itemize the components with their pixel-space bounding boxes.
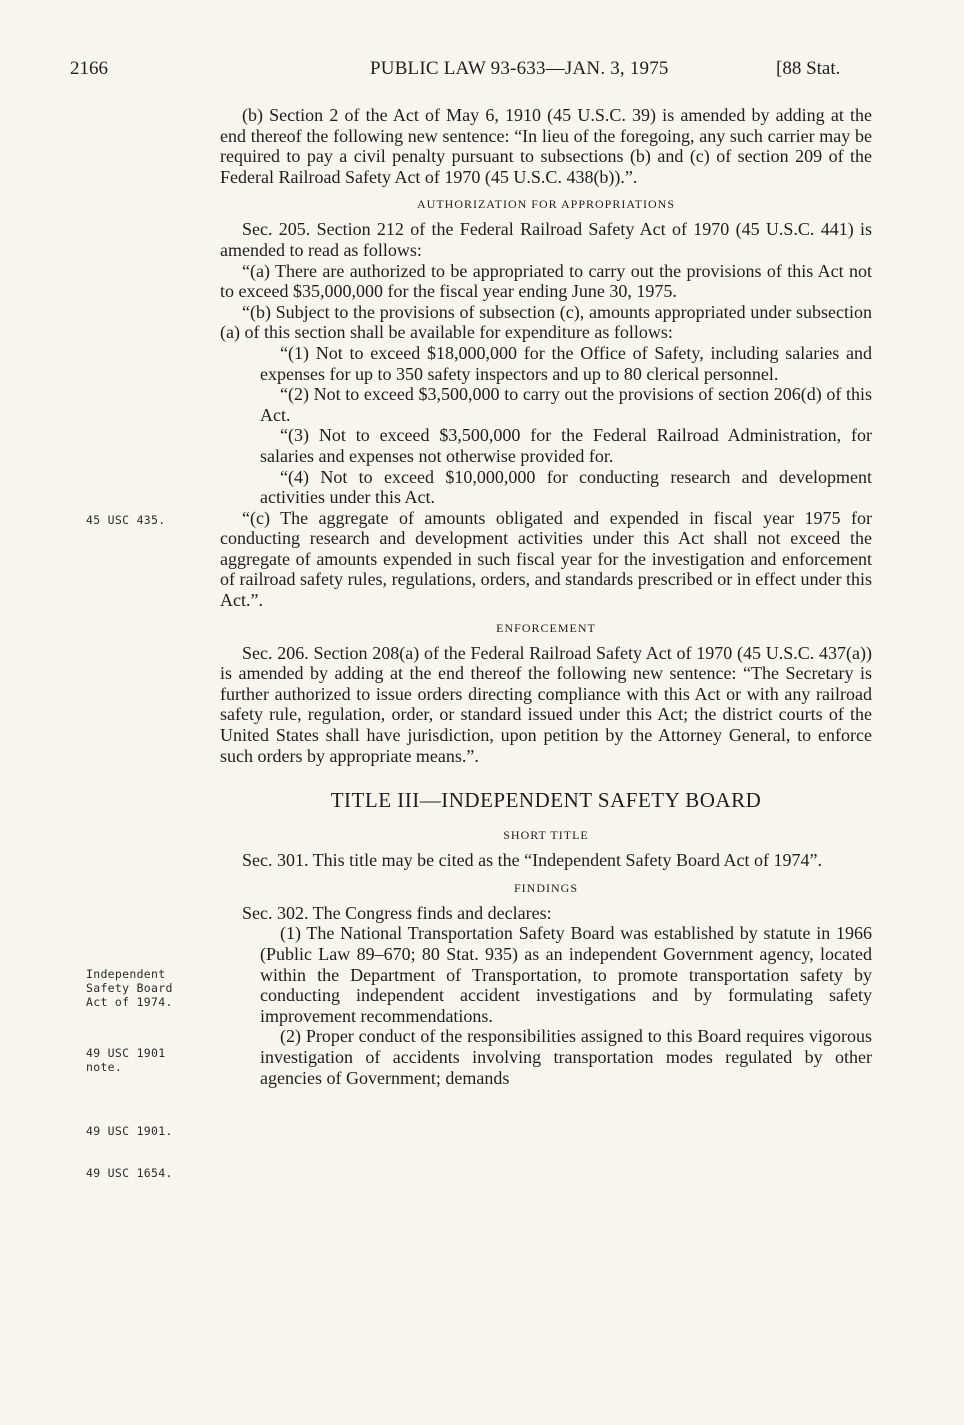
paragraph-sec-302: Sec. 302. The Congress finds and declares: xyxy=(242,902,552,923)
paragraph-sec-205-a: “(a) There are authorized to be appropriated to carry out the provisions of this Act not to exceed $35,000,000 for the fiscal year ending June 30, 1975. xyxy=(220,260,872,302)
paragraph-sec-205-b-2: “(2) Not to exceed $3,500,000 to carry out the provisions of section 206(d) of this Act. xyxy=(260,384,872,425)
page-header xyxy=(70,58,870,88)
running-title: PUBLIC LAW 93-633—JAN. 3, 1975 xyxy=(370,58,669,79)
paragraph-sec-205-b: “(b) Subject to the provisions of subsection (c), amounts appropriated under subsection (a) of this section shall be available for expenditure as follows: xyxy=(220,301,872,343)
paragraph-sec-302-1: (1) The National Transportation Safety Board was established by statute in 1966 (Public Law 89–670; 80 Stat. 935) as an independent Government agency, located within the Department of Transportation, to promote transportation safety by conducting independent accident investigations and by formulating safety improvement recommendations. xyxy=(260,923,872,1026)
margin-note-independent-safety-board-act: Independent Safety Board Act of 1974. xyxy=(86,967,173,1009)
heading-authorization-for-appropriations: AUTHORIZATION FOR APPROPRIATIONS xyxy=(416,197,676,212)
document-body xyxy=(220,105,872,1088)
paragraph-sec-205-c: “(c) The aggregate of amounts obligated and expended in fiscal year 1975 for conducting research and development activities under this Act shall not exceed the aggregate of amounts expended in such fiscal year for the investigation and enforcement of railroad safety rules, regulations, orders, and standards prescribed or in effect under this Act.”. xyxy=(220,507,872,611)
paragraph-sec-206: Sec. 206. Section 208(a) of the Federal Railroad Safety Act of 1970 (45 U.S.C. 437(a)) is amended by adding at the end thereof the following new sentence: “The Secretary is further authorized to issue orders directing compliance with this Act or with any railroad safety rule, regulation, order, or standard issued under this Act; the district courts of the United States shall have jurisdiction, upon petition by the Attorney General, to enforce such orders by appropriate means.”. xyxy=(220,642,872,766)
margin-note-45-usc-435: 45 USC 435. xyxy=(86,513,166,527)
paragraph-sec-205-b-1: “(1) Not to exceed $18,000,000 for the Office of Safety, including salaries and expenses for up to 350 safety inspectors and up to 80 clerical personnel. xyxy=(260,342,872,384)
paragraph-sec-205: Sec. 205. Section 212 of the Federal Railroad Safety Act of 1970 (45 U.S.C. 441) is amended to read as follows: xyxy=(220,219,872,260)
paragraph-sec-205-b-3: “(3) Not to exceed $3,500,000 for the Federal Railroad Administration, for salaries and expenses not otherwise provided for. xyxy=(260,425,872,466)
heading-enforcement: ENFORCEMENT xyxy=(496,620,596,635)
paragraph-sec-205-b-4: “(4) Not to exceed $10,000,000 for conducting research and development activities under this Act. xyxy=(260,466,872,508)
title-iii-heading: TITLE III—INDEPENDENT SAFETY BOARD xyxy=(330,788,762,813)
heading-short-title: SHORT TITLE xyxy=(503,828,589,843)
margin-note-49-usc-1901: 49 USC 1901. xyxy=(86,1124,173,1138)
statute-reference: [88 Stat. xyxy=(776,58,841,79)
paragraph-sec-204-b: (b) Section 2 of the Act of May 6, 1910 (45 U.S.C. 39) is amended by adding at the end thereof the following new sentence: “In lieu of the foregoing, any such carrier may be required to pay a civil penalty pursuant to subsections (b) and (c) of section 209 of the Federal Railroad Safety Act of 1970 (45 U.S.C. 438(b)).”. xyxy=(220,105,872,187)
paragraph-sec-302-2: (2) Proper conduct of the responsibilities assigned to this Board requires vigorous investigation of accidents involving transportation modes regulated by other agencies of Government; demands xyxy=(260,1026,872,1088)
paragraph-sec-301: Sec. 301. This title may be cited as the “Independent Safety Board Act of 1974”. xyxy=(242,850,823,871)
page-number: 2166 xyxy=(70,58,108,79)
margin-note-49-usc-1654: 49 USC 1654. xyxy=(86,1166,173,1180)
heading-findings: FINDINGS xyxy=(513,880,578,895)
margin-note-49-usc-1901-note: 49 USC 1901 note. xyxy=(86,1046,166,1074)
